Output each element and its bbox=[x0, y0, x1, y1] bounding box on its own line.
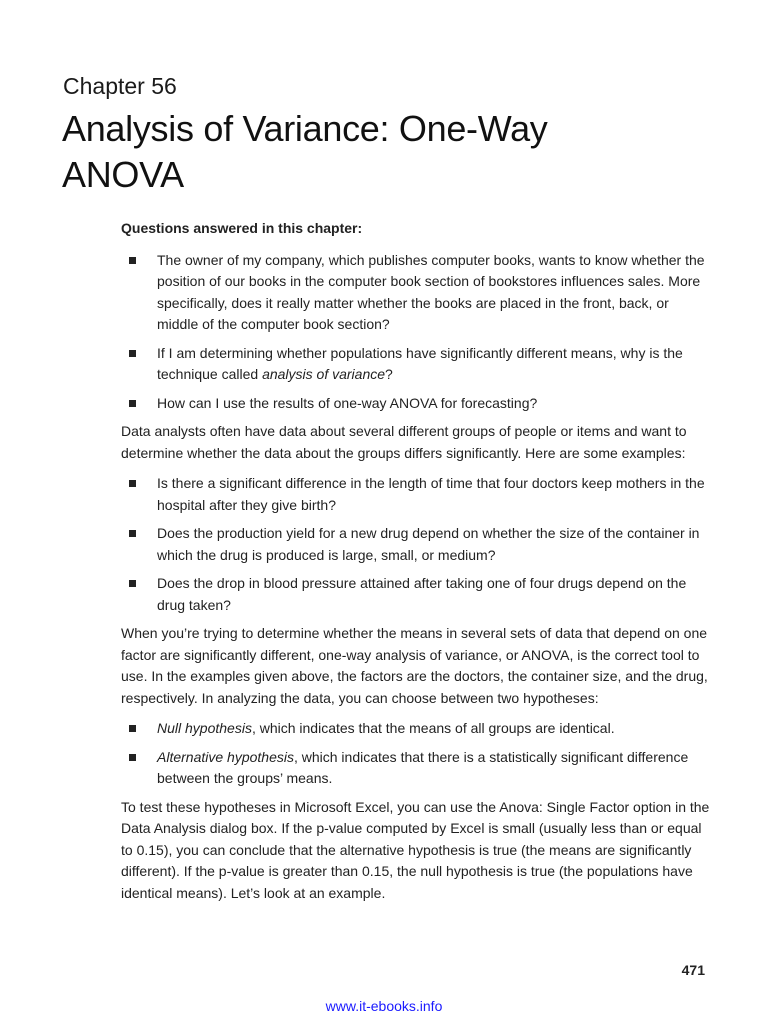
question-text-end: ? bbox=[385, 366, 393, 382]
list-item bbox=[121, 393, 711, 415]
question-text: If I am determining whether populations have significantly different means, why is the technique called bbox=[157, 344, 683, 382]
example-text: Does the production yield for a new drug depend on whether the size of the container in which the drug is produced is large, small, or medium? bbox=[157, 525, 700, 563]
square-bullet-icon bbox=[129, 400, 136, 407]
hypotheses-list bbox=[121, 718, 711, 790]
list-item bbox=[121, 523, 711, 566]
square-bullet-icon bbox=[129, 257, 136, 264]
examples-list bbox=[121, 473, 711, 616]
chapter-title-line-2: ANOVA bbox=[62, 154, 184, 195]
list-item bbox=[121, 573, 711, 616]
list-item bbox=[121, 473, 711, 516]
page-number: 471 bbox=[681, 962, 705, 978]
questions-list bbox=[121, 250, 711, 415]
list-item bbox=[121, 343, 711, 386]
list-item bbox=[121, 747, 711, 790]
question-emphasis: analysis of variance bbox=[262, 366, 386, 382]
square-bullet-icon bbox=[129, 480, 136, 487]
question-text: The owner of my company, which publishes computer books, wants to know whether the position of our books in the computer book section of bookstores influences sales. More specifically, does it really matter whether the books are placed in the front, back, or middle of the computer book section? bbox=[157, 251, 705, 332]
chapter-label: Chapter 56 bbox=[63, 73, 177, 99]
square-bullet-icon bbox=[129, 350, 136, 357]
test-paragraph: To test these hypotheses in Microsoft Excel, you can use the Anova: Single Factor option in the Data Analysis dialog box. If the p-value computed by Excel is small (usually less than or equal to 0.15), you can conclude that the alternative hypothesis is true (the means are significantly different). If the p-value is greater than 0.15, the null hypothesis is true (the populations have identical means). Let’s look at an example. bbox=[121, 798, 710, 901]
anova-paragraph: When you’re trying to determine whether the means in several sets of data that depend on one factor are significantly different, one-way analysis of variance, or ANOVA, is the correct tool to use. In the examples given above, the factors are the doctors, the container size, and the drug, respectively. In analyzing the data, you can choose between two hypotheses: bbox=[121, 625, 708, 706]
hypothesis-text: , which indicates that there is a statistically significant difference between the groups’ means. bbox=[157, 748, 689, 786]
chapter-title bbox=[62, 106, 722, 198]
example-text: Is there a significant difference in the length of time that four doctors keep mothers in the hospital after they give birth? bbox=[157, 475, 705, 513]
square-bullet-icon bbox=[129, 754, 136, 761]
hypothesis-term: Alternative hypothesis bbox=[157, 748, 294, 765]
chapter-title-line-1: Analysis of Variance: One-Way bbox=[62, 108, 548, 149]
questions-heading: Questions answered in this chapter: bbox=[121, 220, 363, 236]
hypothesis-term: Null hypothesis bbox=[157, 720, 252, 736]
square-bullet-icon bbox=[129, 725, 136, 732]
chapter-content bbox=[121, 218, 711, 913]
list-item bbox=[121, 718, 711, 740]
intro-paragraph: Data analysts often have data about several different groups of people or items and want to determine whether the data about the groups differs significantly. Here are some examples: bbox=[121, 423, 687, 461]
footer-link[interactable]: www.it-ebooks.info bbox=[325, 998, 443, 1014]
example-text: Does the drop in blood pressure attained after taking one of four drugs depend on the drug taken? bbox=[157, 575, 687, 613]
question-text: How can I use the results of one-way ANOVA for forecasting? bbox=[157, 394, 538, 411]
square-bullet-icon bbox=[129, 530, 136, 537]
list-item bbox=[121, 250, 711, 336]
square-bullet-icon bbox=[129, 580, 136, 587]
hypothesis-text: , which indicates that the means of all groups are identical. bbox=[251, 720, 615, 736]
